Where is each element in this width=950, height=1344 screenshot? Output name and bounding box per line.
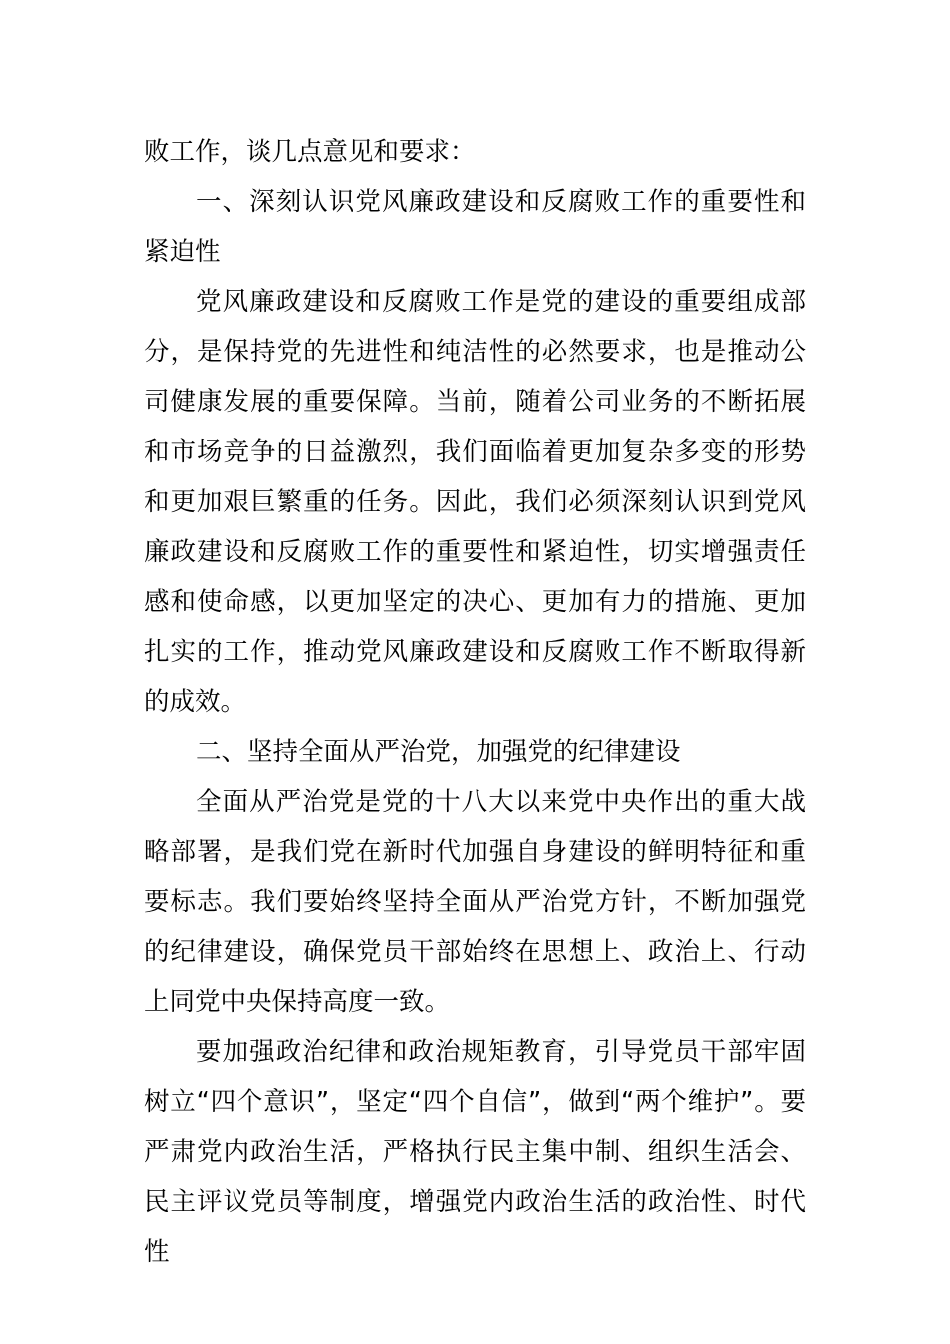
paragraph-body: 要加强政治纪律和政治规矩教育，引导党员干部牢固树立“四个意识”，坚定“四个自信”，做到“两个维护”。要严肃党内政治生活，严格执行民主集中制、组织生活会、民主评议党员等制度，增强党内政治生活的政治性、时代性 [144, 1037, 806, 1267]
paragraph-continuation: 败工作，谈几点意见和要求： [144, 137, 476, 167]
paragraph-body: 党风廉政建设和反腐败工作是党的建设的重要组成部分，是保持党的先进性和纯洁性的必然要求，也是推动公司健康发展的重要保障。当前，随着公司业务的不断拓展和市场竞争的日益激烈，我们面临着更加复杂多变的形势和更加艰巨繁重的任务。因此，我们必须深刻认识到党风廉政建设和反腐败工作的重要性和紧迫性，切实增强责任感和使命感，以更加坚定的决心、更加有力的措施、更加扎实的工作，推动党风廉政建设和反腐败工作不断取得新的成效。 [144, 287, 806, 717]
document-body [144, 127, 806, 1277]
paragraph-body: 全面从严治党是党的十八大以来党中央作出的重大战略部署，是我们党在新时代加强自身建设的鲜明特征和重要标志。我们要始终坚持全面从严治党方针，不断加强党的纪律建设，确保党员干部始终在思想上、政治上、行动上同党中央保持高度一致。 [144, 787, 806, 1017]
section-heading-2: 二、坚持全面从严治党，加强党的纪律建设 [196, 737, 681, 767]
section-heading-1: 一、深刻认识党风廉政建设和反腐败工作的重要性和紧迫性 [144, 187, 806, 267]
